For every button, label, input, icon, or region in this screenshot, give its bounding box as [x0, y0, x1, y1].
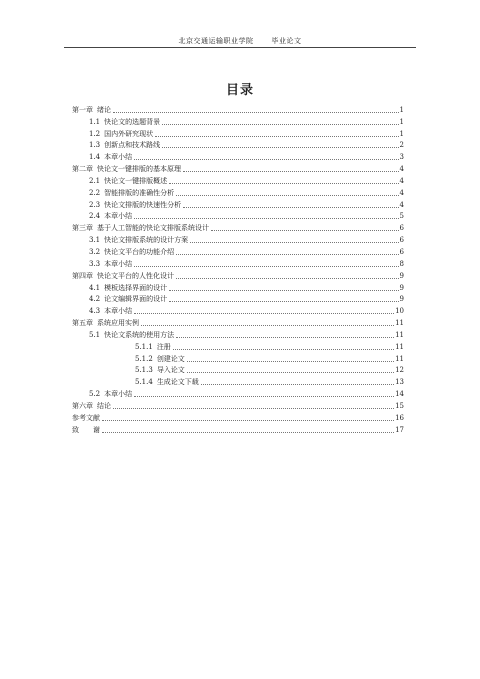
toc-entry-number: 3.3: [89, 259, 101, 268]
toc-entry-number: 2.4: [89, 212, 101, 221]
toc-entry-number: 5.1.2: [135, 354, 153, 363]
toc-entry-page: 8: [399, 259, 404, 268]
toc-entry-number: 2.3: [89, 200, 101, 209]
toc-entry-label: [72, 332, 175, 339]
toc-entry-number: 5.1: [89, 330, 101, 339]
toc-entry-page: 1: [399, 117, 404, 126]
toc-entry-label: [72, 391, 133, 398]
toc-entry-label: [72, 237, 189, 244]
toc-entry-label: [72, 190, 175, 197]
toc-entry-label: [72, 356, 186, 363]
toc-entry-label: [72, 166, 182, 173]
toc-entry-number: 5.1.1: [135, 342, 153, 351]
toc-entry-page: 12: [395, 366, 404, 375]
toc-entry-number: 1.2: [89, 129, 101, 138]
toc-dot-leader: [190, 242, 398, 243]
toc-entry[interactable]: [72, 232, 404, 244]
toc-entry-label: [72, 320, 140, 327]
toc-entry-page: 15: [395, 401, 404, 410]
toc-dot-leader: [113, 408, 394, 409]
toc-entry-text: 本章小结: [104, 153, 133, 162]
toc-entry-text: 系统应用实例: [97, 319, 139, 328]
toc-dot-leader: [176, 195, 398, 196]
toc-entry-text: 导入论文: [156, 366, 185, 375]
toc-entry-page: 1: [399, 129, 404, 138]
toc-dot-leader: [176, 278, 399, 279]
toc-entry[interactable]: [72, 161, 404, 173]
toc-entry-label: [72, 202, 182, 209]
toc-entry-text: 快论文平台的功能介绍: [104, 247, 175, 256]
toc-entry-number: 第一章: [72, 105, 93, 114]
toc-entry[interactable]: [72, 185, 404, 197]
toc-entry-page: 10: [395, 307, 404, 316]
toc-entry-number: 第五章: [72, 319, 93, 328]
toc-entry[interactable]: [72, 280, 404, 292]
header-divider: [64, 47, 416, 48]
toc-entry-label: [72, 142, 161, 149]
toc-entry[interactable]: [72, 268, 404, 280]
toc-entry-text: 参考文献: [72, 413, 100, 422]
toc-entry-page: 9: [399, 283, 404, 292]
toc-entry-label: [72, 225, 210, 232]
toc-dot-leader: [176, 254, 398, 255]
toc-entry-label: [72, 367, 186, 374]
toc-entry-number: 第二章: [72, 165, 93, 174]
toc-dot-leader: [169, 301, 398, 302]
toc-dot-leader: [102, 420, 394, 421]
toc-entry-text: 论文编辑界面的设计: [104, 295, 168, 304]
toc-entry-label: [72, 119, 161, 126]
toc-entry-page: 6: [399, 247, 404, 256]
toc-dot-leader: [155, 136, 398, 137]
toc-dot-leader: [183, 171, 399, 172]
toc-entry-label: [72, 403, 112, 410]
toc-entry[interactable]: [72, 303, 404, 315]
toc-entry-label: [72, 178, 168, 185]
toc-entry-page: 11: [395, 342, 404, 351]
toc-entry-text: 创新点和技术路线: [104, 141, 161, 150]
toc-entry[interactable]: [72, 374, 404, 386]
toc-entry-number: 第六章: [72, 401, 93, 410]
toc-dot-leader: [176, 337, 394, 338]
toc-entry-page: 11: [395, 354, 404, 363]
toc-entry[interactable]: [72, 351, 404, 363]
toc-entry-number: 1.3: [89, 141, 101, 150]
toc-entry-text: 结论: [97, 401, 111, 410]
toc-entry-number: 3.2: [89, 247, 101, 256]
toc-entry[interactable]: [72, 327, 404, 339]
toc-entry[interactable]: [72, 149, 404, 161]
toc-entry[interactable]: [72, 138, 404, 150]
toc-dot-leader: [134, 266, 398, 267]
toc-entry-page: 13: [395, 378, 404, 387]
toc-entry[interactable]: [72, 102, 404, 114]
toc-entry-label: [72, 296, 168, 303]
toc-dot-leader: [141, 325, 394, 326]
toc-dot-leader: [113, 112, 399, 113]
toc-entry[interactable]: [72, 114, 404, 126]
toc-entry-number: 4.1: [89, 283, 101, 292]
toc-entry-text: 基于人工智能的快论文排版系统设计: [97, 224, 209, 233]
toc-entry[interactable]: [72, 422, 404, 434]
toc-entry-number: 3.1: [89, 236, 101, 245]
toc-entry-text: 快论文排版系统的设计方案: [104, 236, 189, 245]
toc-entry-text: 快论文系统的使用方法: [104, 330, 175, 339]
toc-entry[interactable]: [72, 173, 404, 185]
toc-entry-number: 第四章: [72, 271, 93, 280]
toc-entry[interactable]: [72, 386, 404, 398]
toc-entry-text: 快论文一键排版概述: [104, 176, 168, 185]
toc-entry-page: 1: [399, 105, 404, 114]
toc-entry-page: 16: [395, 413, 404, 422]
toc-entry-label: [72, 415, 101, 422]
toc-dot-leader: [169, 183, 398, 184]
header-school: 北京交通运输职业学院: [178, 37, 254, 45]
toc-entry-number: 第三章: [72, 224, 93, 233]
toc-dot-leader: [183, 207, 398, 208]
toc-dot-leader: [187, 361, 394, 362]
page-title: 目录: [225, 83, 254, 98]
toc-entry[interactable]: [72, 315, 404, 327]
toc-entry-text: 本章小结: [104, 212, 133, 221]
toc-entry-number: 4.3: [89, 307, 101, 316]
toc-entry[interactable]: [72, 209, 404, 221]
toc-entry-label: [72, 308, 133, 315]
toc-entry[interactable]: [72, 126, 404, 138]
toc-entry-text: 快论文排版的快速性分析: [104, 200, 182, 209]
toc-entry-text: 快论文平台的人性化设计: [97, 271, 174, 280]
toc-entry-number: 2.2: [89, 188, 101, 197]
toc-entry-text: 本章小结: [104, 390, 133, 399]
toc-entry[interactable]: [72, 197, 404, 209]
toc-entry-label: [72, 249, 175, 256]
toc-entry-label: [72, 261, 133, 268]
toc-entry-number: 1.4: [89, 153, 101, 162]
toc-entry-label: [72, 285, 168, 292]
toc-entry-page: 11: [395, 319, 404, 328]
toc-entry[interactable]: [72, 339, 404, 351]
toc-entry-page: 4: [399, 188, 404, 197]
toc-entry-page: 6: [399, 236, 404, 245]
toc-entry[interactable]: [72, 244, 404, 256]
toc-entry-page: 4: [399, 200, 404, 209]
toc-entry-page: 5: [399, 212, 404, 221]
page-header: [64, 36, 416, 46]
toc-entry-label: [72, 154, 133, 161]
toc-dot-leader: [162, 124, 398, 125]
toc-entry-text: 本章小结: [104, 307, 133, 316]
toc-entry-label: [72, 273, 175, 280]
toc-dot-leader: [134, 218, 398, 219]
toc-entry-label: [72, 107, 112, 114]
toc-entry-page: 6: [399, 224, 404, 233]
toc-entry-text: 本章小结: [104, 259, 133, 268]
toc-entry-text: 快论文的选题背景: [104, 117, 161, 126]
toc-dot-leader: [211, 230, 399, 231]
toc-entry-page: 9: [399, 271, 404, 280]
toc-entry-number: 5.1.3: [135, 366, 153, 375]
toc-entry[interactable]: [72, 220, 404, 232]
toc-entry-label: [72, 344, 172, 351]
toc-entry[interactable]: [72, 292, 404, 304]
toc-entry-number: 2.1: [89, 176, 101, 185]
table-of-contents: [72, 102, 404, 434]
toc-entry-text: 生成论文下载: [156, 378, 199, 387]
toc-dot-leader: [187, 372, 394, 373]
toc-entry-text: 模板选择界面的设计: [104, 283, 168, 292]
toc-entry-page: 4: [399, 165, 404, 174]
toc-entry[interactable]: [72, 398, 404, 410]
toc-dot-leader: [173, 349, 394, 350]
toc-entry[interactable]: [72, 363, 404, 375]
toc-entry-text: 致 谢: [72, 425, 100, 434]
toc-entry-text: 创建论文: [156, 354, 185, 363]
toc-entry-text: 绪论: [97, 105, 111, 114]
toc-dot-leader: [162, 147, 398, 148]
toc-dot-leader: [169, 290, 398, 291]
toc-dot-leader: [134, 159, 398, 160]
toc-entry-label: [72, 213, 133, 220]
header-doc-type: 毕业论文: [271, 37, 302, 45]
toc-entry-page: 3: [399, 153, 404, 162]
toc-dot-leader: [134, 313, 394, 314]
toc-entry-page: 4: [399, 176, 404, 185]
toc-dot-leader: [134, 396, 394, 397]
toc-entry-page: 14: [395, 390, 404, 399]
toc-entry-label: [72, 131, 154, 138]
toc-dot-leader: [102, 432, 394, 433]
toc-entry-text: 注册: [156, 342, 171, 351]
toc-entry-text: 智能排版的准确性分析: [104, 188, 175, 197]
toc-entry-label: [72, 427, 101, 434]
toc-entry-number: 5.2: [89, 390, 101, 399]
toc-entry-page: 11: [395, 330, 404, 339]
toc-entry[interactable]: [72, 410, 404, 422]
toc-entry-text: 国内外研究现状: [104, 129, 154, 138]
toc-entry-page: 9: [399, 295, 404, 304]
toc-entry-page: 17: [395, 425, 404, 434]
toc-entry-number: 4.2: [89, 295, 101, 304]
toc-entry-label: [72, 379, 200, 386]
toc-entry[interactable]: [72, 256, 404, 268]
toc-dot-leader: [201, 384, 394, 385]
toc-entry-number: 5.1.4: [135, 378, 153, 387]
toc-entry-text: 快论文一键排版的基本原理: [97, 165, 181, 174]
toc-entry-page: 2: [399, 141, 404, 150]
toc-entry-number: 1.1: [89, 117, 101, 126]
